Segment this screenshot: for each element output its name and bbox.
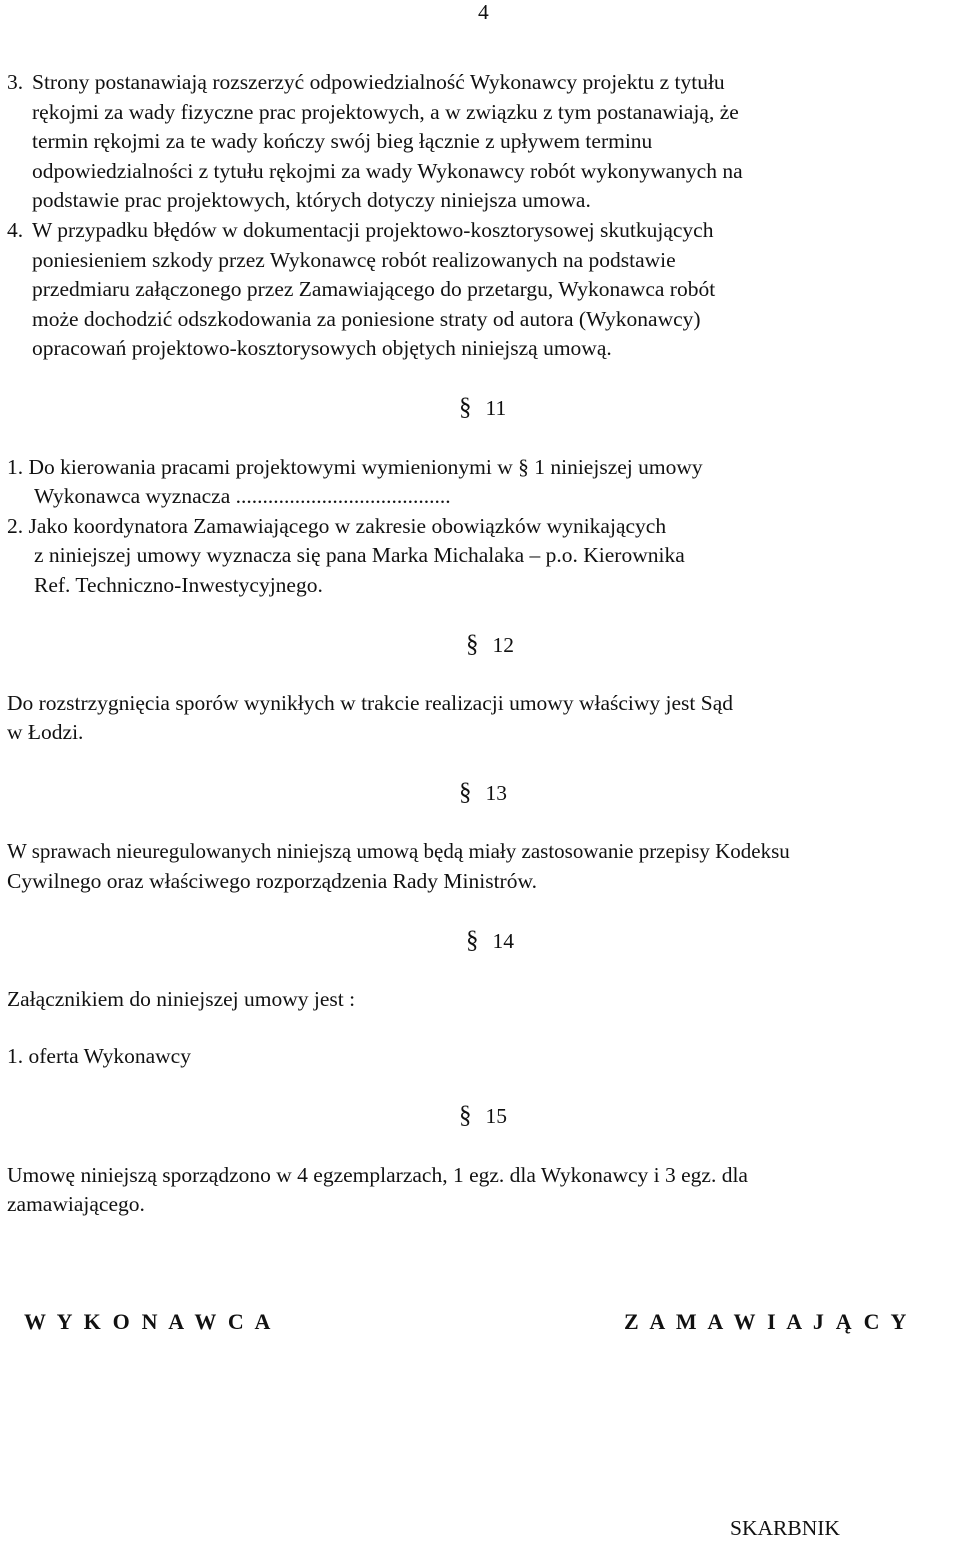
paragraph-3-line: termin rękojmi za te wady kończy swój bieg łącznie z upływem terminu <box>32 129 653 153</box>
section-heading-14 <box>466 926 514 956</box>
section-heading-15 <box>459 1101 507 1131</box>
paragraph-3-line: podstawie prac projektowych, których dotyczy niniejsza umowa. <box>32 188 591 212</box>
paragraph-3-number: 3. <box>7 70 24 94</box>
section-11-item-2-line: z niniejszej umowy wyznacza się pana Marka Michalaka – p.o. Kierownika <box>34 543 685 567</box>
attachments-intro: Załącznikiem do niniejszej umowy jest : <box>7 987 356 1011</box>
section-number: 11 <box>485 396 507 420</box>
section-11-item-2-line: 2. Jako koordynatora Zamawiającego w zakresie obowiązków wynikających <box>7 514 667 538</box>
section-heading-12 <box>466 630 514 660</box>
paragraph-3-line: odpowiedzialności z tytułu rękojmi za wady Wykonawcy robót wykonywanych na <box>32 159 743 183</box>
signature-treasurer: SKARBNIK <box>730 1516 840 1540</box>
attachment-item: 1. oferta Wykonawcy <box>7 1044 191 1068</box>
section-symbol: § <box>459 394 472 421</box>
paragraph-4-line: opracowań projektowo-kosztorysowych objętych niniejszą umową. <box>32 336 612 360</box>
section-number: 12 <box>492 633 514 657</box>
section-15-line: Umowę niniejszą sporządzono w 4 egzemplarzach, 1 egz. dla Wykonawcy i 3 egz. dla <box>7 1163 748 1187</box>
section-11-item-1-line: Wykonawca wyznacza ........................................ <box>34 484 451 508</box>
section-symbol: § <box>459 779 472 806</box>
paragraph-4-line: poniesieniem szkody przez Wykonawcę robót realizowanych na podstawie <box>32 248 676 272</box>
paragraph-4-line: przedmiaru załączonego przez Zamawiającego do przetargu, Wykonawca robót <box>32 277 716 301</box>
section-number: 15 <box>485 1104 507 1128</box>
section-symbol: § <box>459 1102 472 1129</box>
section-number: 14 <box>492 929 514 953</box>
paragraph-4-number: 4. <box>7 218 24 242</box>
section-symbol: § <box>466 927 479 954</box>
paragraph-3-line: rękojmi za wady fizyczne prac projektowych, a w związku z tym postanawiają, że <box>32 100 739 124</box>
section-heading-11 <box>459 393 506 423</box>
section-12-line: w Łodzi. <box>7 720 84 744</box>
signature-client: Z A M A W I A J Ą C Y <box>624 1309 910 1334</box>
section-symbol: § <box>466 631 479 658</box>
section-11-item-1-line: 1. Do kierowania pracami projektowymi wymienionymi w § 1 niniejszej umowy <box>7 455 703 479</box>
paragraph-4-line: W przypadku błędów w dokumentacji projektowo-kosztorysowej skutkujących <box>32 218 714 242</box>
signature-contractor: W Y K O N A W C A <box>24 1309 274 1334</box>
section-number: 13 <box>485 781 507 805</box>
paragraph-4-line: może dochodzić odszkodowania za poniesione straty od autora (Wykonawcy) <box>32 307 701 331</box>
section-11-item-2-line: Ref. Techniczno-Inwestycyjnego. <box>34 573 323 597</box>
section-13-line: Cywilnego oraz właściwego rozporządzenia Rady Ministrów. <box>7 869 537 893</box>
paragraph-3-line: Strony postanawiają rozszerzyć odpowiedzialność Wykonawcy projektu z tytułu <box>32 70 725 94</box>
section-15-line: zamawiającego. <box>7 1192 145 1216</box>
page-number: 4 <box>478 0 489 24</box>
section-13-line: W sprawach nieuregulowanych niniejszą umową będą miały zastosowanie przepisy Kodeksu <box>7 839 790 863</box>
section-heading-13 <box>459 778 507 808</box>
section-12-line: Do rozstrzygnięcia sporów wynikłych w trakcie realizacji umowy właściwy jest Sąd <box>7 691 734 715</box>
